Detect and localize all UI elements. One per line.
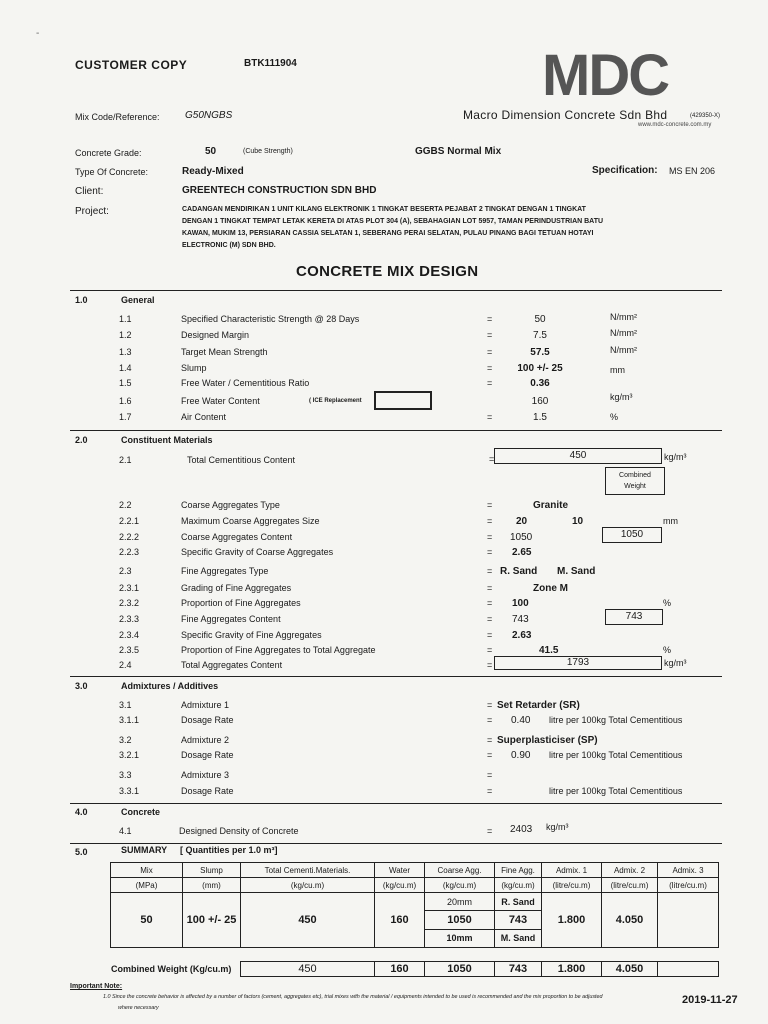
row-label: Admixture 2 [181,735,230,745]
summary-header: Water [375,863,425,878]
row-equals: = [487,378,493,388]
row-unit: N/mm² [610,312,637,322]
combined-weight-cell: 1050 [425,962,495,977]
section-number: 2.0 [75,435,88,445]
company-registration: (429350-X) [690,113,721,119]
summary-unit: (MPa) [111,878,183,893]
summary-fine-bot: M. Sand [495,929,542,947]
fine-aggregates-box: 743 [605,609,663,625]
row-value: 50 [534,314,546,325]
company-name: Macro Dimension Concrete Sdn Bhd [463,108,668,122]
row-number: 2.2.3 [119,547,140,557]
total-aggregates-box: 1793 [494,656,662,670]
row-number: 1.4 [119,363,132,373]
summary-fine-top: R. Sand [495,893,542,911]
row-unit: % [663,598,672,608]
summary-admix1: 1.800 [542,893,602,948]
row-equals: = [487,363,493,373]
row-value: R. Sand [500,566,538,577]
row-equals: = [487,750,493,760]
summary-header: Fine Agg. [495,863,542,878]
row-label: Designed Density of Concrete [179,826,299,836]
combined-weight-cell [658,962,719,977]
row-number: 3.3.1 [119,786,140,796]
row-equals: = [487,645,493,655]
summary-slump: 100 +/- 25 [183,893,241,948]
row-number: 2.3 [119,566,132,576]
row-label: Slump [181,363,207,373]
row-unit: kg/m³ [664,658,687,668]
specification-label: Specification: [592,165,658,176]
combined-weight-line: Combined [619,472,651,479]
company-logo: MDC [542,43,669,108]
summary-header: Mix [111,863,183,878]
row-equals: = [487,583,493,593]
row-label: Designed Margin [181,330,250,340]
row-unit: % [663,645,672,655]
summary-header: Slump [183,863,241,878]
row-value: 0.90 [511,750,531,761]
section-title: General [121,295,155,305]
section-title: Concrete [121,807,161,817]
summary-unit: (litre/cu.m) [542,878,602,893]
row-label: Maximum Coarse Aggregates Size [181,516,320,526]
row-value: Zone M [533,583,568,594]
summary-unit: (mm) [183,878,241,893]
row-number: 1.1 [119,314,132,324]
row-value: 2.63 [512,630,532,641]
row-number: 1.2 [119,330,132,340]
summary-unit: (kg/cu.m) [241,878,375,893]
summary-tcm: 450 [241,893,375,948]
summary-unit: (kg/cu.m) [375,878,425,893]
row-value: Granite [533,500,569,511]
row-unit: kg/m³ [546,822,569,832]
row-value: 0.36 [530,378,550,389]
row-value: 743 [512,614,529,625]
row-label: Dosage Rate [181,750,234,760]
row-equals: = [489,454,495,464]
row-equals: = [487,500,493,510]
summary-header: Admix. 1 [542,863,602,878]
client-label: Client: [75,186,104,197]
summary-admix3 [658,893,719,948]
row-unit: mm [610,365,625,375]
row-label: Total Cementitious Content [187,455,296,465]
row-equals: = [487,786,493,796]
summary-header-row [111,863,719,878]
section-title: Admixtures / Additives [121,681,219,691]
specification-value: MS EN 206 [669,166,716,176]
row-value: 2403 [510,824,533,835]
row-label: Dosage Rate [181,786,234,796]
row-value: 100 [512,598,529,609]
project-line: ELECTRONIC (M) SDN BHD. [182,242,276,249]
row-unit: kg/m³ [610,392,633,402]
row-label: Specific Gravity of Fine Aggregates [181,630,322,640]
summary-unit: (kg/cu.m) [425,878,495,893]
row-label: Free Water Content [181,396,260,406]
type-of-concrete-value: Ready-Mixed [182,166,244,177]
summary-coarse-mid: 1050 [425,911,495,929]
combined-weight-label: Combined Weight (Kg/cu.m) [111,964,232,974]
row-equals: = [487,735,493,745]
row-value: 1050 [510,532,533,543]
customer-copy-label: CUSTOMER COPY [75,58,188,72]
row-label: Grading of Fine Aggregates [181,583,292,593]
row-label: Coarse Aggregates Type [181,500,280,510]
row-value: Set Retarder (SR) [497,700,580,711]
row-equals: = [487,598,493,608]
row-value: 160 [531,396,549,407]
row-value: Superplasticiser (SP) [497,735,598,746]
row-value: M. Sand [557,566,596,577]
concrete-grade-value: 50 [205,146,217,157]
row-value: 2.65 [512,547,532,558]
project-label: Project: [75,206,109,217]
section-divider [70,290,722,291]
section-number: 4.0 [75,807,88,817]
mix-code-label: Mix Code/Reference: [75,112,160,122]
section-number: 3.0 [75,681,88,691]
combined-weight-cell: 450 [241,962,375,977]
row-equals: = [487,566,493,576]
important-note-text-2: where necessary [118,1005,159,1011]
combined-weight-cell: 160 [375,962,425,977]
row-unit: N/mm² [610,345,637,355]
row-label: Admixture 3 [181,770,230,780]
summary-mix: 50 [111,893,183,948]
client-value: GREENTECH CONSTRUCTION SDN BHD [182,185,377,196]
row-label: Air Content [181,412,227,422]
row-unit: mm [663,516,678,526]
summary-table [110,862,719,948]
row-label: Fine Aggregates Content [181,614,281,624]
row-value: 20 [516,516,528,527]
row-number: 3.1.1 [119,715,140,725]
project-line: DENGAN 1 TINGKAT TEMPAT LETAK KERETA DI ATAS PLOT 304 (A), SEBAHAGIAN LOT 5957, TAMAN PERINDUSTRIAN BATU [182,218,604,225]
row-label: Proportion of Fine Aggregates to Total Aggregate [181,645,376,655]
type-of-concrete-label: Type Of Concrete: [75,167,149,177]
section-divider [70,843,722,844]
summary-header: Total Cementi.Materials. [241,863,375,878]
combined-weight-line: Weight [624,483,646,490]
row-label: Target Mean Strength [181,347,268,357]
mix-code-value: G50NGBS [185,110,233,121]
total-cementitious-box: 450 [494,448,662,464]
row-label: Free Water / Cementitious Ratio [181,378,310,388]
row-label: Fine Aggregates Type [181,566,269,576]
row-number: 2.3.1 [119,583,140,593]
combined-weight-cell: 1.800 [542,962,602,977]
row-label: Total Aggregates Content [181,660,283,670]
row-equals: = [487,314,493,324]
row-value: 41.5 [539,645,559,656]
page-title: CONCRETE MIX DESIGN [296,263,479,280]
row-value: 10 [572,516,584,527]
summary-header: Coarse Agg. [425,863,495,878]
important-note-label: Important Note: [70,983,123,990]
combined-weight-header [605,467,665,495]
summary-coarse-bot: 10mm [425,929,495,947]
row-number: 1.6 [119,396,132,406]
important-note-text: 1.0 Since the concrete behavior is affected by a number of factors (cement, aggregates etc), trial mixes with the material / equipments intended to be used is recommended and the mix proportion to be adjusted [103,994,603,1000]
project-description [182,204,603,252]
summary-units-row [111,878,719,893]
row-number: 3.3 [119,770,132,780]
section-number: 1.0 [75,295,88,305]
row-label: Coarse Aggregates Content [181,532,293,542]
row-number: 3.2.1 [119,750,140,760]
concrete-grade-note: (Cube Strength) [243,148,293,155]
row-value: 57.5 [530,347,550,358]
summary-fine-mid: 743 [495,911,542,929]
row-label: Specific Gravity of Coarse Aggregates [181,547,334,557]
row-label: Specified Characteristic Strength @ 28 Days [181,314,360,324]
row-value: 1.5 [533,412,547,423]
section-number: 5.0 [75,847,88,857]
combined-weight-table [240,961,719,977]
row-equals: = [487,547,493,557]
summary-unit: (litre/cu.m) [602,878,658,893]
summary-admix2: 4.050 [602,893,658,948]
row-equals: = [487,715,493,725]
row-number: 2.3.4 [119,630,140,640]
row-number: 1.3 [119,347,132,357]
row-unit: N/mm² [610,328,637,338]
project-line: KAWAN, MUKIM 13, PERSIARAN CASSIA SELATAN 1, SEBERANG PERAI SELATAN, PULAU PINANG BAGI TETUAN HOTAYI [182,230,594,237]
row-equals: = [487,826,493,836]
row-number: 2.3.3 [119,614,140,624]
combined-weight-cell: 743 [495,962,542,977]
row-value: 0.40 [511,715,531,726]
row-number: 2.3.2 [119,598,140,608]
summary-unit: (kg/cu.m) [495,878,542,893]
row-number: 3.1 [119,700,132,710]
section-title: Constituent Materials [121,435,213,445]
row-equals: = [487,660,493,670]
summary-unit: (litre/cu.m) [658,878,719,893]
row-number: 4.1 [119,826,132,836]
row-equals: = [487,532,493,542]
section-divider [70,430,722,431]
row-equals: = [487,330,493,340]
mix-name: GGBS Normal Mix [415,146,502,157]
section-divider [70,676,722,677]
row-number: 2.1 [119,455,132,465]
row-value: 7.5 [533,330,547,341]
summary-header: Admix. 2 [602,863,658,878]
row-number: 1.5 [119,378,132,388]
summary-water: 160 [375,893,425,948]
row-equals: = [487,516,493,526]
row-number: 1.7 [119,412,132,422]
row-unit: kg/m³ [664,452,687,462]
company-website: www.mdc-concrete.com.my [638,122,712,128]
row-number: 2.2 [119,500,132,510]
row-equals: = [487,614,493,624]
row-equals: = [487,770,493,780]
row-number: 2.2.2 [119,532,140,542]
row-unit: litre per 100kg Total Cementitious [549,715,683,725]
row-label: Admixture 1 [181,700,230,710]
row-number: 2.3.5 [119,645,140,655]
concrete-grade-label: Concrete Grade: [75,148,142,158]
summary-header: Admix. 3 [658,863,719,878]
coarse-aggregates-box: 1050 [602,527,662,543]
row-number: 2.2.1 [119,516,140,526]
section-divider [70,803,722,804]
row-equals: = [487,700,493,710]
summary-subtitle: [ Quantities per 1.0 m³] [180,845,278,855]
summary-coarse-top: 20mm [425,893,495,911]
summary-data-row [111,893,719,911]
combined-weight-row [241,962,719,977]
corner-mark: - [36,28,40,39]
row-label: Dosage Rate [181,715,234,725]
row-unit: litre per 100kg Total Cementitious [549,750,683,760]
ice-replacement-box [374,391,432,410]
document-date: 2019-11-27 [682,994,738,1006]
project-line: CADANGAN MENDIRIKAN 1 UNIT KILANG ELEKTRONIK 1 TINGKAT BESERTA PEJABAT 2 TINGKAT DENGAN 1 TINGKAT [182,206,586,213]
combined-weight-cell: 4.050 [602,962,658,977]
document-number: BTK111904 [244,58,297,69]
row-label: Proportion of Fine Aggregates [181,598,301,608]
row-equals: = [487,630,493,640]
ice-replacement-label: ( ICE Replacement [309,398,362,404]
section-title: SUMMARY [121,845,168,855]
row-number: 2.4 [119,660,132,670]
row-equals: = [487,412,493,422]
row-unit: % [610,412,619,422]
row-equals: = [487,347,493,357]
row-number: 3.2 [119,735,132,745]
row-value: 100 +/- 25 [517,363,563,374]
row-unit: litre per 100kg Total Cementitious [549,786,683,796]
